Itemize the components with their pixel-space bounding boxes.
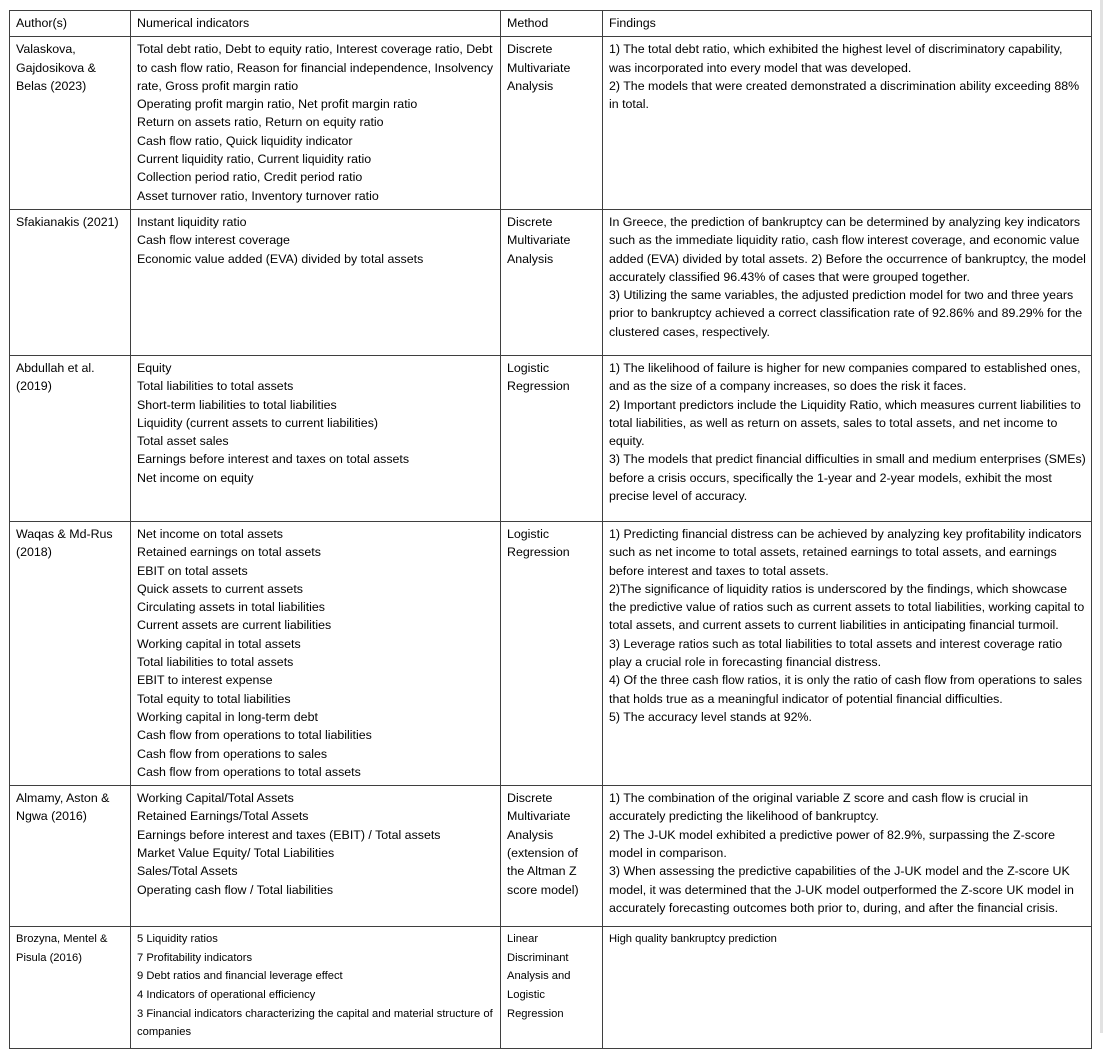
list-item: Total liabilities to total assets <box>137 655 294 670</box>
finding-item: 5) The accuracy level stands at 92%. <box>609 709 812 724</box>
list-item: Instant liquidity ratio <box>137 214 247 229</box>
table-header <box>10 11 1092 37</box>
cell-numerical-indicators <box>131 521 501 785</box>
indicator-list <box>137 40 495 205</box>
finding-item: 1) The total debt ratio, which exhibited the highest level of discriminatory capability, was incorporated into every model that was developed. <box>609 42 1063 75</box>
finding-item: 2)The significance of liquidity ratios is underscored by the findings, which showcase the predictive value of ratios such as current assets to total liabilities, working capital to total assets, and current assets to current liabilities in anticipating financial turmoil. <box>609 581 1085 633</box>
indicator-list <box>137 359 495 487</box>
list-item: Total asset sales <box>137 434 229 449</box>
finding-item: 4) Of the three cash flow ratios, it is only the ratio of cash flow from operations to sales that holds true as a meaningful indicator of potential financial difficulties. <box>609 673 1083 706</box>
finding-item: 1) The combination of the original variable Z score and cash flow is crucial in accurately predicting the likelihood of bankruptcy. <box>609 791 1029 824</box>
indicator-list <box>137 930 495 1042</box>
cell-numerical-indicators <box>131 355 501 521</box>
cell-author: Brozyna, Mentel & Pisula (2016) <box>10 927 131 1049</box>
finding-item: High quality bankruptcy prediction <box>609 933 777 946</box>
list-item: 5 Liquidity ratios <box>137 933 218 946</box>
cell-method: Discrete Multivariate Analysis (extension of the Altman Z score model) <box>501 786 603 927</box>
findings-block <box>609 359 1086 505</box>
list-item: Total liabilities to total assets <box>137 379 294 394</box>
list-item: Asset turnover ratio, Inventory turnover ratio <box>137 188 379 203</box>
table-row <box>10 521 1092 785</box>
cell-findings <box>603 786 1092 927</box>
list-item: Cash flow from operations to sales <box>137 746 328 761</box>
page-edge-rule <box>1100 0 1103 1033</box>
findings-block <box>609 930 1086 949</box>
finding-item: 1) The likelihood of failure is higher for new companies compared to established ones, and as the size of a company increases, so does the risk it faces. <box>609 360 1081 394</box>
cell-author: Sfakianakis (2021) <box>10 209 131 355</box>
list-item: Working capital in total assets <box>137 636 301 651</box>
indicator-list <box>137 525 495 781</box>
findings-block <box>609 40 1086 113</box>
list-item: 3 Financial indicators characterizing the capital and material structure of companies <box>137 1007 493 1039</box>
finding-item: 3) When assessing the predictive capabilities of the J-UK model and the Z-score UK model, it was determined that the J-UK model outperformed the Z-score UK model in accurately forecasting outcomes both prior to, during, and after the financial crisis. <box>609 864 1074 915</box>
list-item: Equity <box>137 360 172 375</box>
table-row <box>10 37 1092 210</box>
cell-findings <box>603 209 1092 355</box>
finding-item: 3) Utilizing the same variables, the adjusted prediction model for two and three years prior to bankruptcy achieved a correct classification rate of 92.86% and 89.29% for the clustered cases, respectively. <box>609 288 1083 339</box>
cell-method: Discrete Multivariate Analysis <box>501 209 603 355</box>
list-item: Total equity to total liabilities <box>137 691 291 706</box>
list-item: 9 Debt ratios and financial leverage effect <box>137 970 343 983</box>
finding-item: 2) The J-UK model exhibited a predictive power of 82.9%, surpassing the Z-score model in comparison. <box>609 827 1056 861</box>
list-item: Cash flow from operations to total assets <box>137 764 361 779</box>
finding-item: 1) Predicting financial distress can be achieved by analyzing key profitability indicators such as net income to total assets, retained earnings to total assets, and earnings before interest and taxes to total assets. <box>609 526 1082 578</box>
cell-author: Valaskova, Gajdosikova & Belas (2023) <box>10 37 131 210</box>
cell-method: Logistic Regression <box>501 521 603 785</box>
list-item: Retained Earnings/Total Assets <box>137 809 309 824</box>
list-item: Operating profit margin ratio, Net profit margin ratio <box>137 97 418 112</box>
list-item: Earnings before interest and taxes on total assets <box>137 452 410 467</box>
literature-review-table <box>9 10 1092 1049</box>
cell-author: Almamy, Aston & Ngwa (2016) <box>10 786 131 927</box>
cell-method: Discrete Multivariate Analysis <box>501 37 603 210</box>
list-item: Short-term liabilities to total liabilities <box>137 397 337 412</box>
column-header-numerical-indicators: Numerical indicators <box>131 11 501 37</box>
column-header-method: Method <box>501 11 603 37</box>
cell-numerical-indicators <box>131 927 501 1049</box>
findings-block <box>609 789 1086 917</box>
finding-item: 2) Important predictors include the Liquidity Ratio, which measures current liabilities to total liabilities, as well as return on assets, sales to total assets, and net income to equity. <box>609 397 1081 449</box>
list-item: Circulating assets in total liabilities <box>137 600 326 615</box>
list-item: EBIT on total assets <box>137 563 248 578</box>
list-item: Liquidity (current assets to current liabilities) <box>137 415 379 430</box>
cell-method: Logistic Regression <box>501 355 603 521</box>
list-item: EBIT to interest expense <box>137 673 273 688</box>
table-row <box>10 927 1092 1049</box>
list-item: Working capital in long-term debt <box>137 709 318 724</box>
cell-findings <box>603 37 1092 210</box>
list-item: Market Value Equity/ Total Liabilities <box>137 846 335 861</box>
list-item: Cash flow interest coverage <box>137 233 290 248</box>
cell-findings <box>603 521 1092 785</box>
cell-numerical-indicators <box>131 37 501 210</box>
indicator-list <box>137 213 495 268</box>
list-item: Economic value added (EVA) divided by total assets <box>137 251 424 266</box>
list-item: Net income on equity <box>137 470 254 485</box>
cell-findings <box>603 355 1092 521</box>
list-item: Current assets are current liabilities <box>137 618 332 633</box>
cell-findings <box>603 927 1092 1049</box>
list-item: Cash flow ratio, Quick liquidity indicator <box>137 133 353 148</box>
table-body <box>10 37 1092 1049</box>
column-header-author: Author(s) <box>10 11 131 37</box>
findings-block <box>609 213 1086 341</box>
list-item: Retained earnings on total assets <box>137 545 321 560</box>
table-row <box>10 209 1092 355</box>
list-item: 7 Profitability indicators <box>137 951 253 964</box>
findings-block <box>609 525 1086 726</box>
finding-item: In Greece, the prediction of bankruptcy can be determined by analyzing key indicators such as the immediate liquidity ratio, cash flow interest coverage, and economic value added (EVA) divided by total assets. 2) Before the occurrence of bankruptcy, the model accurately classified 96.43% of cases that were grouped together. <box>609 214 1086 284</box>
cell-numerical-indicators <box>131 786 501 927</box>
list-item: Return on assets ratio, Return on equity ratio <box>137 115 384 130</box>
list-item: Earnings before interest and taxes (EBIT) / Total assets <box>137 827 441 842</box>
list-item: Cash flow from operations to total liabilities <box>137 728 372 743</box>
list-item: 4 Indicators of operational efficiency <box>137 988 316 1001</box>
cell-method: Linear Discriminant Analysis and Logistic Regression <box>501 927 603 1049</box>
finding-item: 2) The models that were created demonstrated a discrimination ability exceeding 88% in total. <box>609 78 1080 112</box>
cell-author: Abdullah et al. (2019) <box>10 355 131 521</box>
cell-author: Waqas & Md-Rus (2018) <box>10 521 131 785</box>
finding-item: 3) The models that predict financial difficulties in small and medium enterprises (SMEs) before a crisis occurs, specifically the 1-year and 2-year models, exhibit the most precise level of accuracy. <box>609 452 1086 504</box>
list-item: Working Capital/Total Assets <box>137 791 294 806</box>
list-item: Operating cash flow / Total liabilities <box>137 882 334 897</box>
table-header-row <box>10 11 1092 37</box>
list-item: Quick assets to current assets <box>137 581 303 596</box>
list-item: Total debt ratio, Debt to equity ratio, Interest coverage ratio, Debt to cash flow ratio, Reason for financial independence, Insolvency rate, Gross profit margin ratio <box>137 42 494 93</box>
column-header-findings: Findings <box>603 11 1092 37</box>
table-row <box>10 786 1092 927</box>
table-row <box>10 355 1092 521</box>
list-item: Collection period ratio, Credit period ratio <box>137 170 363 185</box>
list-item: Sales/Total Assets <box>137 864 238 879</box>
cell-numerical-indicators <box>131 209 501 355</box>
list-item: Net income on total assets <box>137 526 284 541</box>
list-item: Current liquidity ratio, Current liquidity ratio <box>137 152 372 167</box>
indicator-list <box>137 789 495 899</box>
finding-item: 3) Leverage ratios such as total liabilities to total assets and interest coverage ratio play a crucial role in forecasting financial distress. <box>609 636 1063 670</box>
